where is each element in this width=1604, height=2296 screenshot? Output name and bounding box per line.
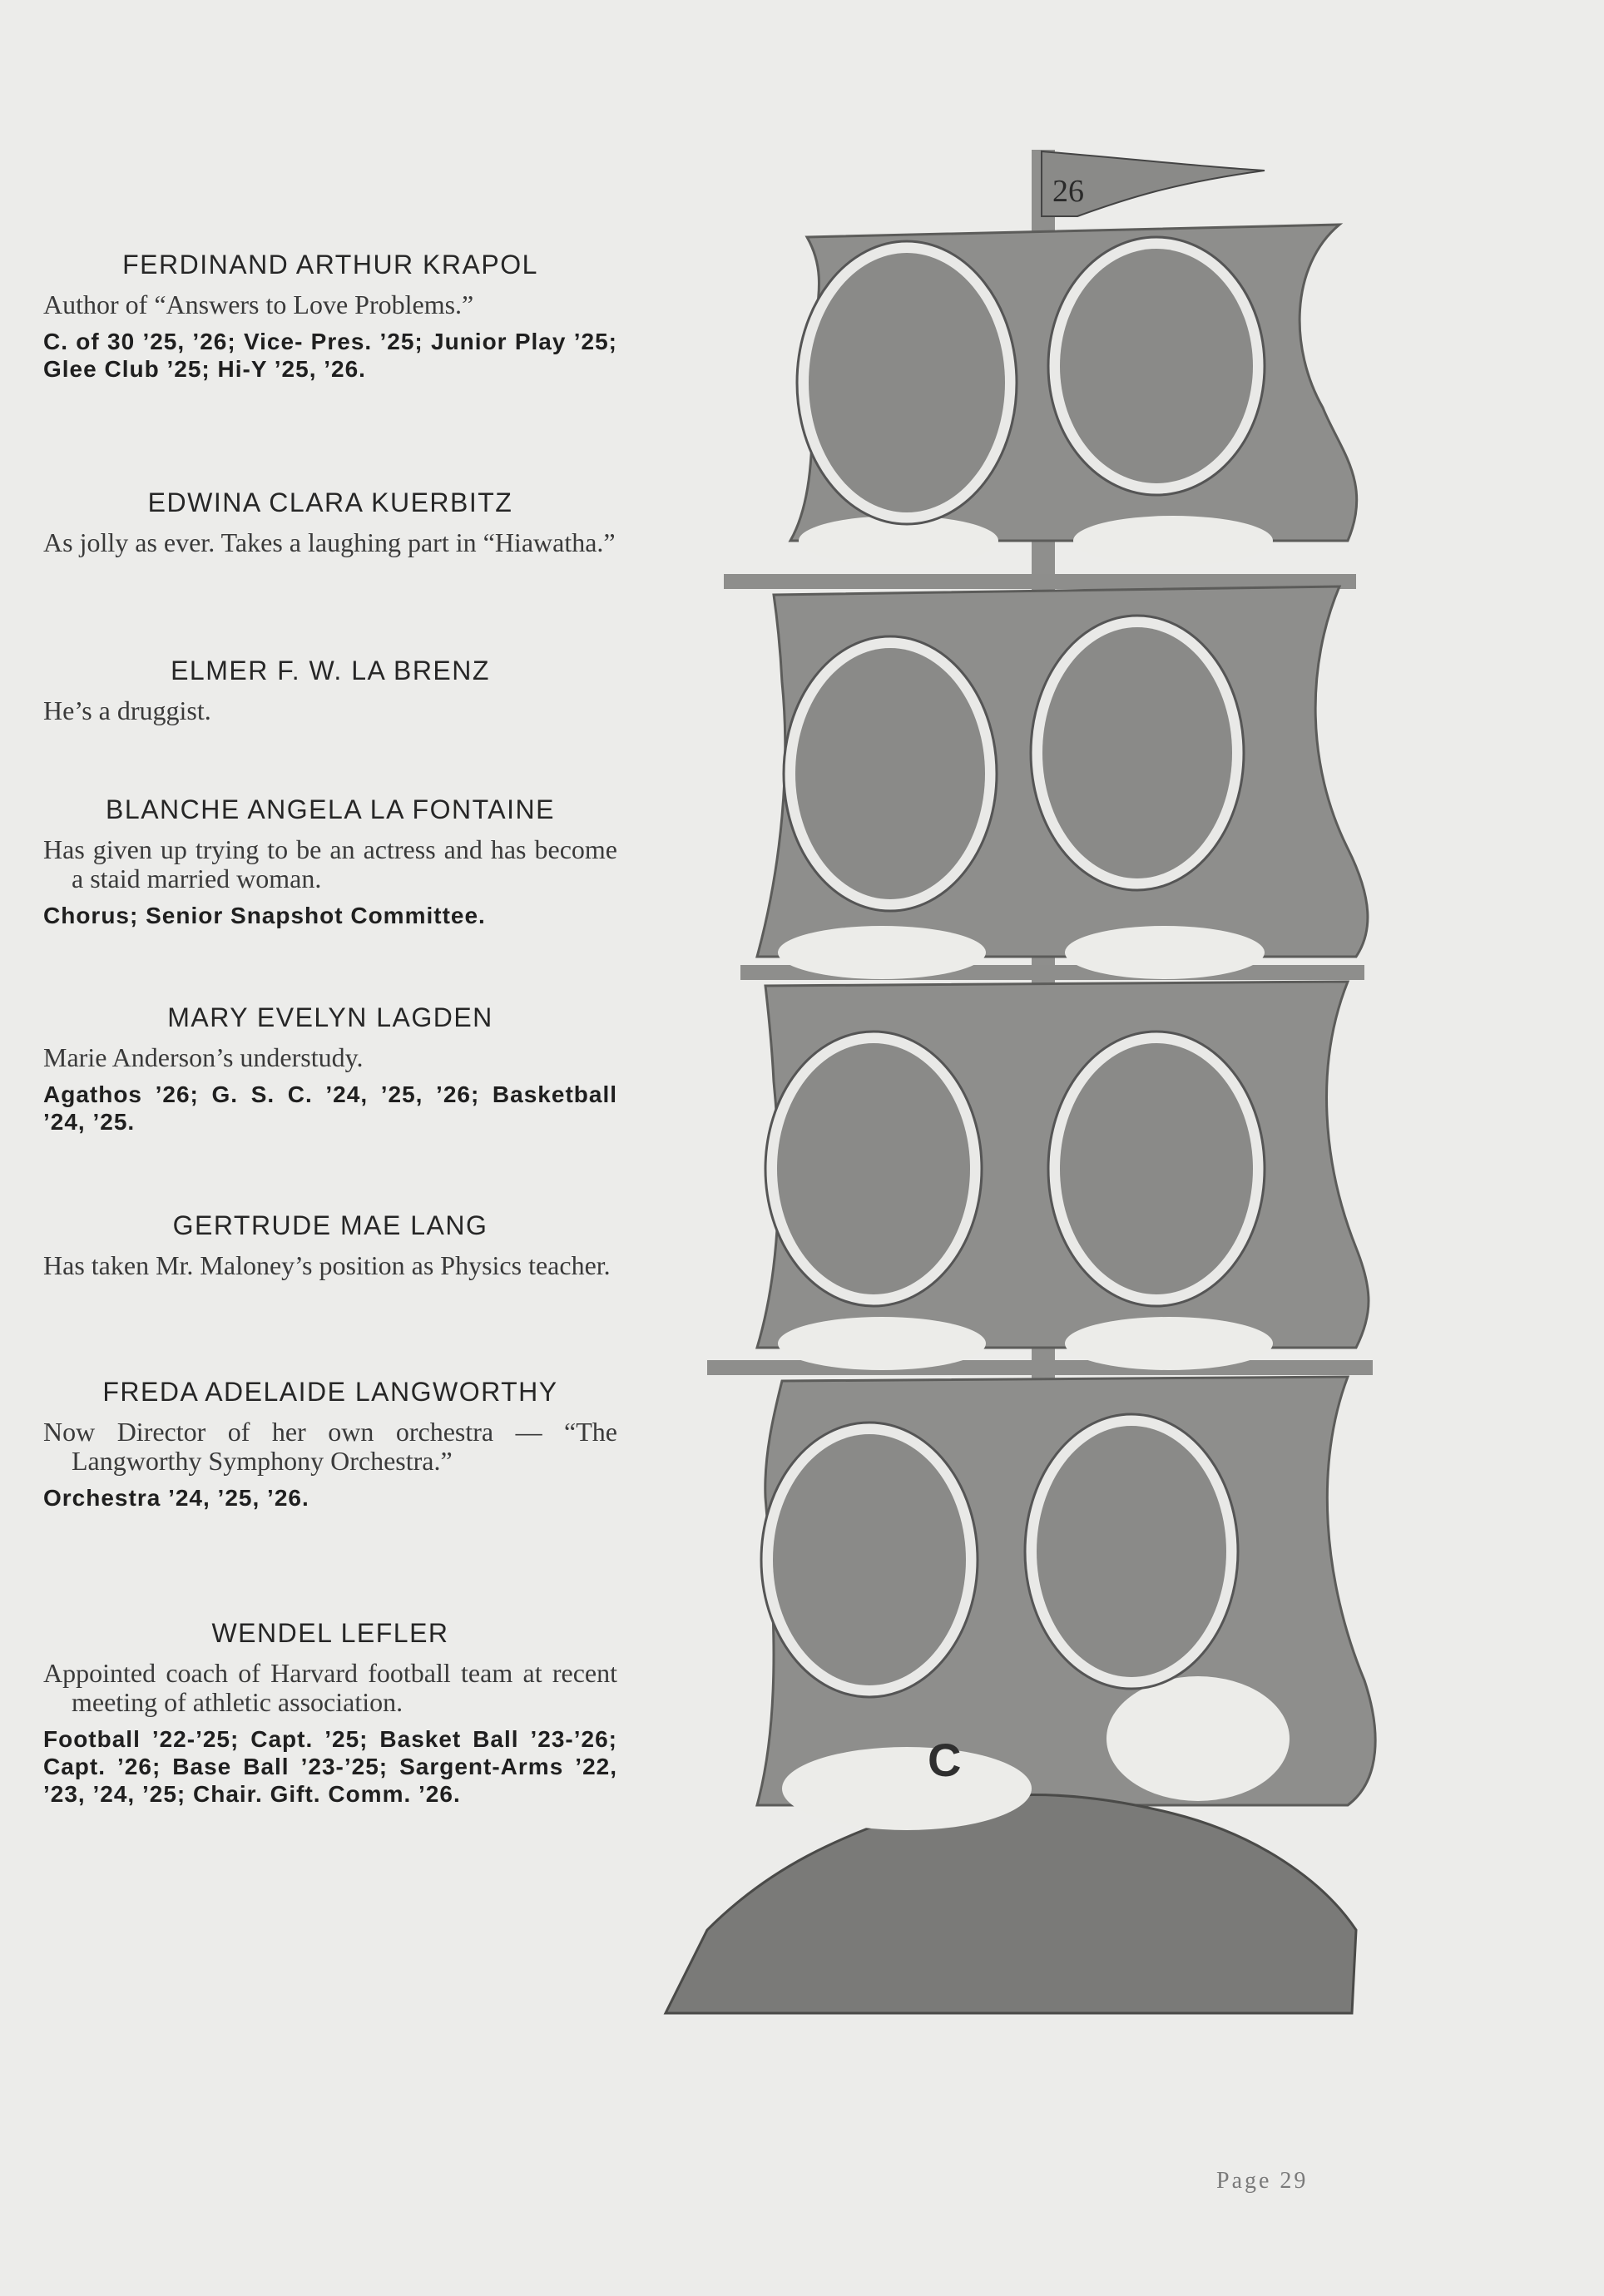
hull-letter: C (928, 1734, 962, 1786)
ship-hull (666, 1795, 1356, 2014)
senior-name: MARY EVELYN LAGDEN (167, 1002, 493, 1032)
sail-cutout (778, 926, 986, 979)
portrait-lefler (1025, 1414, 1238, 1689)
yard-arm (707, 1360, 1373, 1375)
senior-name: WENDEL LEFLER (211, 1618, 449, 1648)
ship-illustration (657, 133, 1389, 2046)
senior-name: GERTRUDE MAE LANG (172, 1210, 488, 1240)
pennant-label: 26 (1052, 174, 1084, 209)
senior-prophecy: Appointed coach of Harvard football team at recent meeting of athletic association. (43, 1658, 617, 1717)
senior-activities: Orchestra ’24, ’25, ’26. (43, 1485, 309, 1511)
portrait-la-fontaine (1031, 616, 1244, 890)
senior-name: ELMER F. W. LA BRENZ (171, 656, 490, 685)
senior-entry (43, 250, 617, 383)
portrait-lagden (765, 1032, 982, 1306)
senior-prophecy: Author of “Answers to Love Problems.” (43, 289, 474, 319)
senior-entry (43, 794, 617, 929)
senior-prophecy: Marie Anderson’s understudy. (43, 1042, 364, 1072)
senior-prophecy: He’s a druggist. (43, 695, 211, 725)
senior-name: BLANCHE ANGELA LA FONTAINE (106, 794, 555, 824)
senior-entry (43, 1377, 617, 1512)
senior-prophecy: As jolly as ever. Takes a laughing part in “Hiawatha.” (43, 527, 616, 557)
senior-name: EDWINA CLARA KUERBITZ (147, 487, 513, 517)
portrait-langworthy (761, 1423, 978, 1697)
portrait-kuerbitz (1048, 237, 1265, 495)
senior-activities: Agathos ’26; G. S. C. ’24, ’25, ’26; Basketball ’24, ’25. (43, 1081, 617, 1135)
senior-entry (43, 1210, 617, 1289)
senior-activities: Chorus; Senior Snapshot Committee. (43, 903, 486, 928)
page-number: Page 29 (1216, 2168, 1309, 2194)
hull-cutout (1106, 1676, 1290, 1801)
senior-prophecy: Has given up trying to be an actress and has become a staid married woman. (43, 834, 617, 893)
senior-activities: C. of 30 ’25, ’26; Vice- Pres. ’25; Junior Play ’25; Glee Club ’25; Hi-Y ’25, ’26. (43, 329, 617, 382)
senior-name: FERDINAND ARTHUR KRAPOL (122, 250, 538, 280)
senior-prophecy: Has taken Mr. Maloney’s position as Physics teacher. (43, 1250, 611, 1280)
hull-cutout (782, 1747, 1032, 1830)
senior-entry (43, 487, 617, 566)
sail-cutout (1065, 1317, 1273, 1370)
sail-cutout (1065, 926, 1265, 979)
portrait-la-brenz (784, 636, 997, 911)
senior-name: FREDA ADELAIDE LANGWORTHY (102, 1377, 558, 1407)
portrait-krapol (797, 241, 1017, 524)
portrait-lang (1048, 1032, 1265, 1306)
sail-cutout (778, 1317, 986, 1370)
senior-entry (43, 656, 617, 734)
sail-cutout (1073, 516, 1273, 566)
senior-activities: Football ’22-’25; Capt. ’25; Basket Ball ’23-’26; Capt. ’26; Base Ball ’23-’25; Sargent-Arms ’22, ’23, ’24, ’25; Chair. Gift. Comm. ’26. (43, 1726, 617, 1807)
pennant-flag (1042, 151, 1265, 216)
senior-prophecy: Now Director of her own orchestra — “The Langworthy Symphony Orchestra.” (43, 1417, 617, 1476)
senior-entry (43, 1002, 617, 1136)
senior-entry (43, 1618, 617, 1808)
